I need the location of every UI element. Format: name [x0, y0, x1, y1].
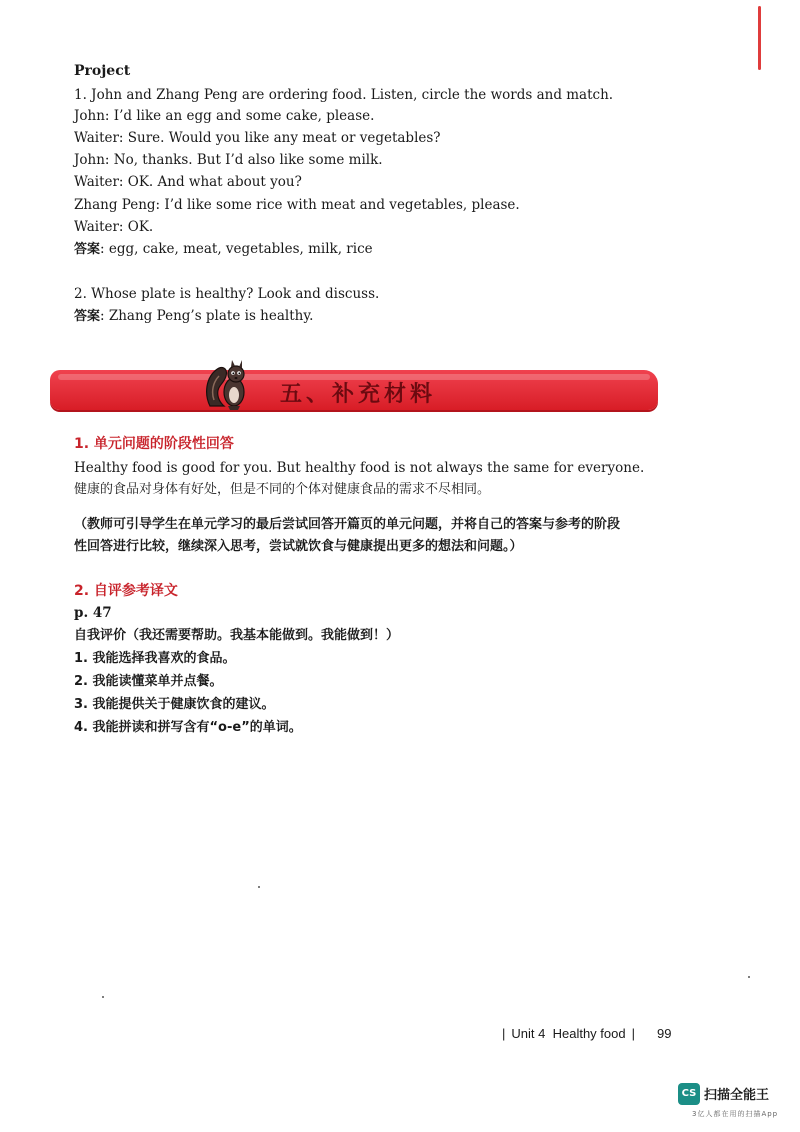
teacher-note-line: （教师可引导学生在单元学习的最后尝试回答开篇页的单元问题，并将自己的答案与参考的阶段 [74, 517, 621, 532]
scan-edge-mark [758, 6, 761, 70]
footer-unit: Unit 4 [511, 1026, 546, 1041]
scanner-watermark [678, 1083, 790, 1123]
page-footer [496, 1026, 671, 1041]
footer-title: Healthy food [552, 1026, 626, 1041]
self-evaluation-item: 3. 我能提供关于健康饮食的建议。 [74, 697, 275, 712]
answer-1-text: : egg, cake, meat, vegetables, milk, rice [100, 241, 373, 257]
project-question-2: 2. Whose plate is healthy? Look and discuss. [74, 286, 380, 302]
self-evaluation-item: 4. 我能拼读和拼写含有“o-e”的单词。 [74, 720, 302, 735]
self-evaluation-intro: 自我评价（我还需要帮助。我基本能做到。我能做到！） [74, 628, 400, 643]
dialogue-line: Waiter: OK. [74, 219, 154, 235]
self-evaluation-item: 2. 我能读懂菜单并点餐。 [74, 674, 223, 689]
squirrel-mascot-icon [202, 356, 254, 412]
scanner-tagline: 3亿人都在用的扫描App [692, 1110, 779, 1118]
answer-2-text: : Zhang Peng’s plate is healthy. [100, 308, 314, 324]
answer-label: 答案 [74, 242, 101, 257]
page-number: 99 [656, 1026, 672, 1041]
page-reference: p. 47 [74, 605, 112, 621]
answer-label: 答案 [74, 309, 101, 324]
part1-chinese: 健康的食品对身体有好处，但是不同的个体对健康食品的需求不尽相同。 [74, 482, 491, 497]
answer-1 [74, 240, 373, 259]
part1-english: Healthy food is good for you. But healthy food is not always the same for everyone. [74, 460, 645, 476]
section-title: 五、补充材料 [280, 382, 437, 407]
answer-2 [74, 307, 313, 326]
dialogue-line: Zhang Peng: I’d like some rice with meat and vegetables, please. [74, 197, 520, 213]
dialogue-line: John: I’d like an egg and some cake, please. [74, 108, 375, 124]
cs-logo-icon: CS [678, 1083, 700, 1105]
footer-divider: | [502, 1026, 506, 1041]
scanner-app-name: 扫描全能王 [704, 1088, 770, 1103]
self-evaluation-item: 1. 我能选择我喜欢的食品。 [74, 651, 236, 666]
teacher-note [74, 514, 674, 558]
scan-speck [102, 996, 104, 998]
scan-speck [748, 976, 750, 978]
dialogue-line: Waiter: OK. And what about you? [74, 174, 302, 190]
teacher-note-line: 性回答进行比较，继续深入思考，尝试就饮食与健康提出更多的想法和问题。） [74, 539, 523, 554]
dialogue-line: John: No, thanks. But I’d also like some milk. [74, 152, 383, 168]
scan-speck [258, 886, 260, 888]
part2-heading: 2. 自评参考译文 [74, 583, 178, 599]
dialogue-line: Waiter: Sure. Would you like any meat or vegetables? [74, 130, 441, 146]
footer-divider: | [631, 1026, 635, 1041]
part1-heading: 1. 单元问题的阶段性回答 [74, 436, 234, 452]
project-question-1: 1. John and Zhang Peng are ordering food. Listen, circle the words and match. [74, 87, 614, 103]
project-heading: Project [74, 63, 131, 79]
